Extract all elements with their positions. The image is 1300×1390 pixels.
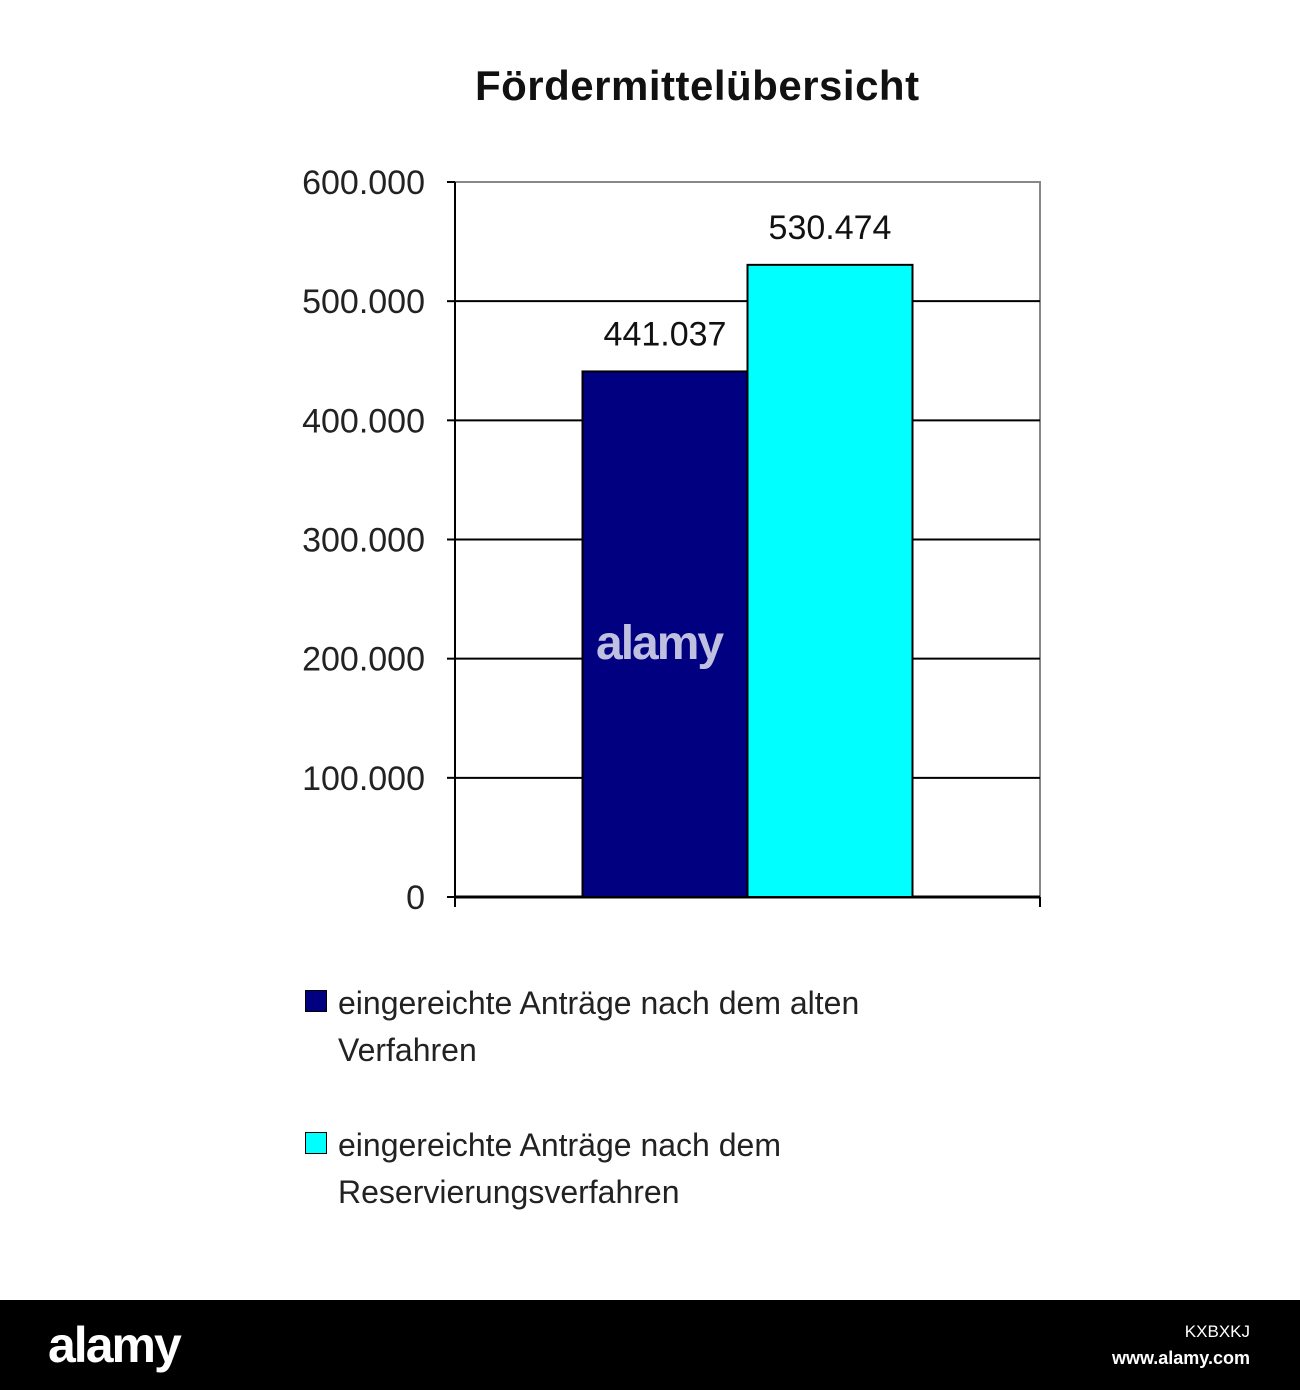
- legend-swatch-2: [305, 1132, 327, 1154]
- y-tick-label: 400.000: [302, 402, 425, 441]
- y-tick-label: 500.000: [302, 283, 425, 322]
- watermark-center: alamy: [596, 617, 723, 670]
- data-label-1: 441.037: [603, 315, 727, 354]
- watermark-footer: [0, 1300, 1300, 1390]
- bar-2: [748, 265, 913, 897]
- y-tick-label: 0: [406, 879, 425, 917]
- image-code: KXBXKJ: [1184, 1322, 1250, 1341]
- y-tick-label: 100.000: [302, 759, 425, 798]
- alamy-url: www.alamy.com: [1111, 1348, 1250, 1368]
- y-tick-label: 300.000: [302, 521, 425, 560]
- bars: [583, 265, 913, 897]
- y-tick-label: 600.000: [302, 164, 425, 202]
- legend-label-1-line1: eingereichte Anträge nach dem alten: [338, 985, 860, 1021]
- legend-label-1-line2: Verfahren: [338, 1032, 477, 1068]
- data-label-2: 530.474: [768, 208, 892, 247]
- chart-title: Fördermittelübersicht: [475, 62, 920, 109]
- legend-item-2: [305, 1122, 985, 1216]
- legend-item-1: [305, 980, 985, 1074]
- legend-swatch-1: [305, 990, 327, 1012]
- legend-label-2-line2: Reservierungsverfahren: [338, 1174, 680, 1210]
- alamy-logo: alamy: [48, 1317, 180, 1373]
- y-tick-label: 200.000: [302, 640, 425, 679]
- legend-label-2-line1: eingereichte Anträge nach dem: [338, 1127, 781, 1163]
